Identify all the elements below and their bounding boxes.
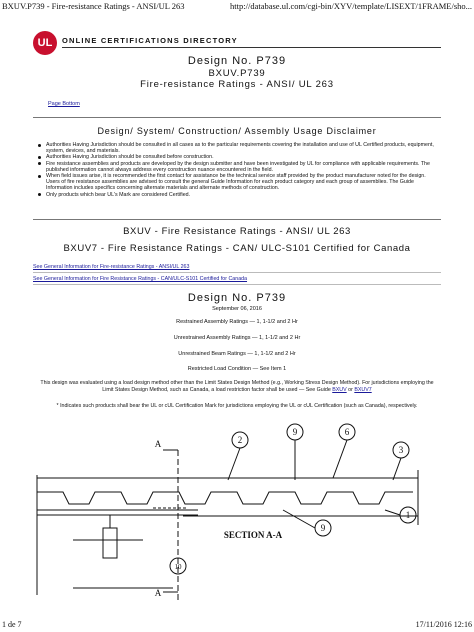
- disclaimer-item: Authorities Having Jurisdiction should be consulted before construction.: [38, 154, 440, 160]
- disclaimer-item: Authorities Having Jurisdiction should be consulted in all cases as to the particular requirements covering the installation and use of UL Certified products, equipment, system, devices, and materials.: [38, 142, 440, 154]
- divider: [33, 272, 441, 273]
- bxuv-heading: BXUV - Fire Resistance Ratings - ANSI/ UL 263: [123, 226, 351, 237]
- callout-label-2: 2: [237, 435, 243, 445]
- disclaimer-title: Design/ System/ Construction/ Assembly Usage Disclaimer: [97, 126, 377, 136]
- page-number: 1 de 7: [2, 620, 22, 629]
- disclaimer-item: Only products which bear UL's Mark are considered Certified.: [38, 192, 440, 198]
- disclaimer-list: [38, 142, 440, 198]
- fluted-deck: [37, 492, 413, 504]
- leader: [228, 448, 240, 480]
- design-code: BXUV.P739: [208, 68, 266, 79]
- callout-label-9b: 9: [320, 523, 326, 533]
- callout-label-6: 6: [344, 427, 350, 437]
- callout-label-10: 10: [174, 563, 182, 571]
- unrestrained-beam-rating: Unrestrained Beam Ratings — 1, 1-1/2 and 2 Hr: [178, 351, 296, 357]
- directory-title: ONLINE CERTIFICATIONS DIRECTORY: [62, 36, 238, 45]
- page-bottom-link[interactable]: Page Bottom: [48, 101, 80, 107]
- divider: [33, 219, 441, 220]
- divider: [33, 117, 441, 118]
- page-title: BXUV.P739 - Fire-resistance Ratings - ANSI/UL 263: [2, 1, 185, 11]
- design-date: September 06, 2016: [212, 306, 262, 312]
- leader: [393, 458, 401, 480]
- leader: [283, 510, 315, 528]
- label-a-bottom: A: [154, 588, 162, 598]
- unrestrained-assembly-rating: Unrestrained Assembly Ratings — 1, 1-1/2 and 2 Hr: [173, 335, 301, 341]
- leader: [385, 510, 400, 515]
- divider: [33, 284, 441, 285]
- page-url: http://database.ul.com/cgi-bin/XYV/template/LISEXT/1FRAME/sho...: [230, 1, 472, 11]
- callout-label-3: 3: [398, 445, 404, 455]
- restrained-assembly-rating: Restrained Assembly Ratings — 1, 1-1/2 and 2 Hr: [176, 319, 298, 325]
- disclaimer-item: When field issues arise, it is recommended the first contact for assistance be the technical service staff provided by the product manufacturer noted for the design. Users of fire resistance assemblies are advised to consult the general Guide Information for each product category and each group of assemblies. The Guide Information includes specifics concerning alternate materials and alternate methods of construction.: [38, 173, 440, 192]
- general-info-link-can[interactable]: See General Information for Fire Resistance Ratings - CAN/ULC-S101 Certified for Canada: [33, 276, 248, 282]
- callout-label-9: 9: [292, 427, 298, 437]
- design-subtitle: Fire-resistance Ratings - ANSI/ UL 263: [140, 79, 334, 90]
- bxuv7-heading: BXUV7 - Fire Resistance Ratings - CAN/ ULC-S101 Certified for Canada: [63, 243, 411, 254]
- print-footer: [0, 620, 474, 632]
- disclaimer-item: Fire resistance assemblies and products are developed by the design submitter and have been investigated by UL for compliance with applicable requirements. The published information cannot always address every construction nuance encountered in the field.: [38, 161, 440, 173]
- directory-rule: [62, 47, 441, 48]
- section-label: SECTION A-A: [223, 530, 283, 540]
- certification-mark-note: * Indicates such products shall bear the UL or cUL Certification Mark for jurisdictions employing the UL or cUL Certification (such as Canada), respectively.: [56, 403, 418, 409]
- assembly-drawing: [33, 420, 441, 620]
- restricted-load-condition: Restricted Load Condition — See Item 1: [187, 366, 287, 372]
- general-info-link-ansi[interactable]: See General Information for Fire-resistance Ratings - ANSI/UL 263: [33, 264, 190, 270]
- design-title: Design No. P739: [187, 55, 287, 67]
- label-a-top: A: [154, 439, 162, 449]
- hanger: [103, 528, 117, 558]
- ul-logo: UL: [33, 31, 57, 55]
- leader: [333, 440, 347, 478]
- callout-label-1: 1: [405, 510, 411, 520]
- bxuv-guide-link[interactable]: BXUV: [332, 386, 347, 393]
- print-header: [0, 0, 474, 12]
- lsd-note: This design was evaluated using a load design method other than the Limit States Design Method (e.g., Working Stress Design Method). For jurisdictions employing the Limit States Design Method, such as Canada, a load restriction factor shall be used — See Guide BXUV or BXUV7: [40, 380, 434, 393]
- print-timestamp: 17/11/2016 12:16: [415, 620, 472, 629]
- bxuv7-guide-link[interactable]: BXUV7: [354, 386, 372, 393]
- design-heading: Design No. P739: [187, 292, 287, 304]
